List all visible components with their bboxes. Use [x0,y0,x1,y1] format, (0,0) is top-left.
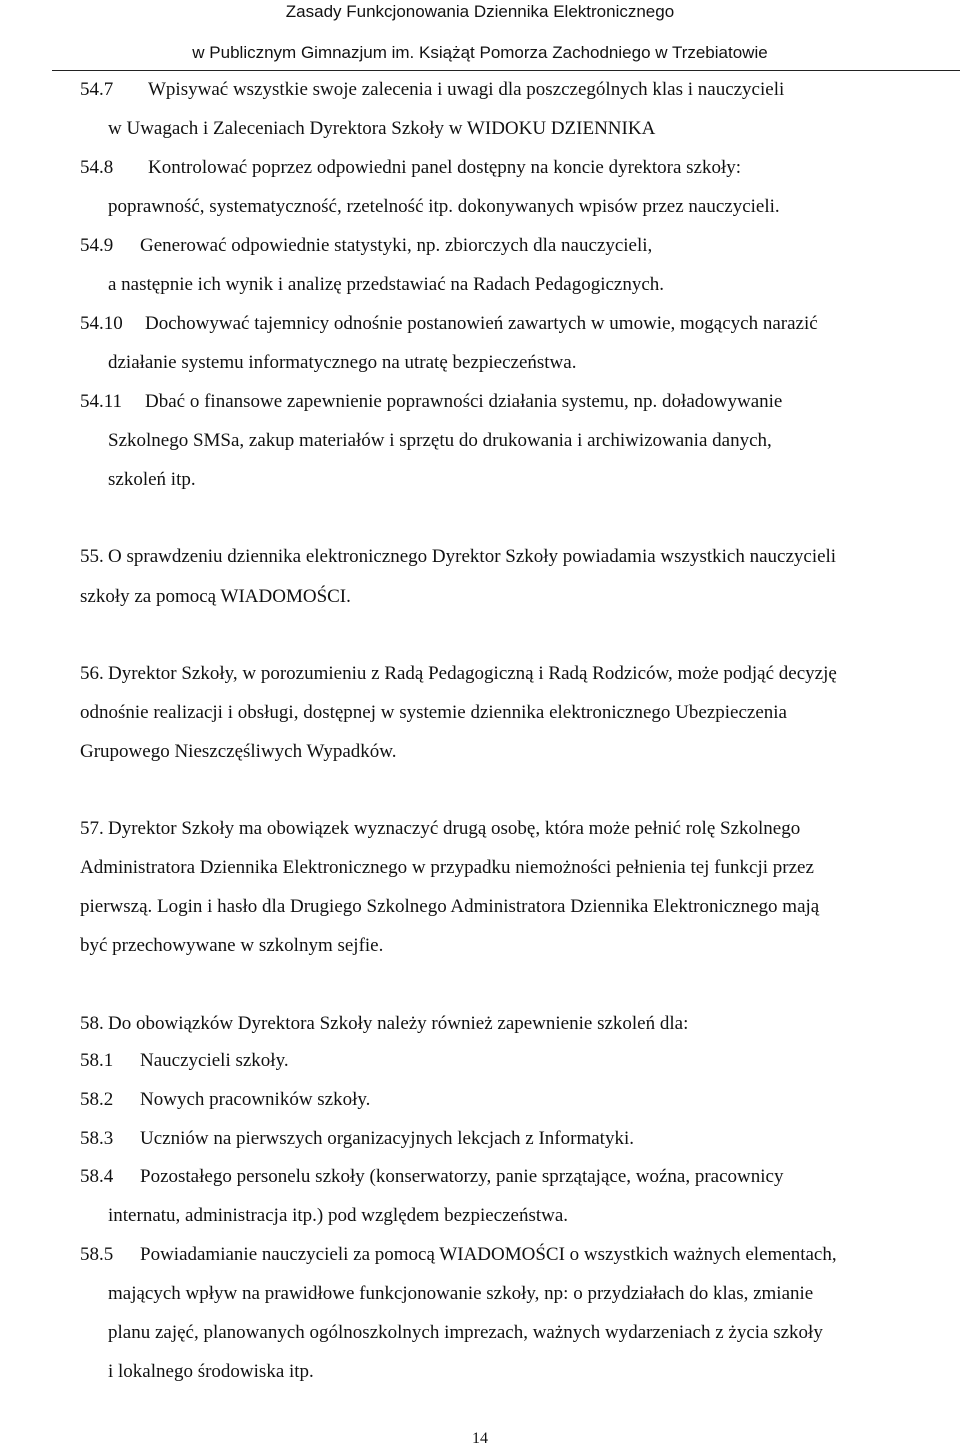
item-57-text-cont: Administratora Dziennika Elektronicznego w przypadku niemożności pełnienia tej funkcji przez [80,857,814,878]
item-56-text-cont: odnośnie realizacji i obsługi, dostępnej w systemie dziennika elektronicznego Ubezpieczenia [80,702,787,723]
item-54-11-text-cont2: szkoleń itp. [108,469,196,490]
item-54-8-number: 54.8 [80,157,114,178]
item-54-9-number: 54.9 [80,235,114,256]
item-56-text-cont2: Grupowego Nieszczęśliwych Wypadków. [80,741,397,762]
item-58-5-text-cont: mających wpływ na prawidłowe funkcjonowanie szkoły, np: o przydziałach do klas, zmianie [108,1283,814,1304]
item-54-9-text: Generować odpowiednie statystyki, np. zbiorczych dla nauczycieli, [140,235,653,256]
item-54-10-text: Dochowywać tajemnicy odnośnie postanowień zawartych w umowie, mogących narazić [145,313,818,334]
item-56-number: 56. [80,663,104,684]
item-57-text: Dyrektor Szkoły ma obowiązek wyznaczyć drugą osobę, która może pełnić rolę Szkolnego [108,818,801,839]
item-57-text-cont3: być przechowywane w szkolnym sejfie. [80,935,384,956]
item-58-number: 58. [80,1013,104,1034]
item-58-5-text-cont3: i lokalnego środowiska itp. [108,1361,314,1382]
item-56-text: Dyrektor Szkoły, w porozumieniu z Radą Pedagogiczną i Radą Rodziców, może podjąć decyzję [108,663,837,684]
item-54-11-text: Dbać o finansowe zapewnienie poprawności działania systemu, np. doładowywanie [145,391,783,412]
item-54-9-text-cont: a następnie ich wynik i analizę przedstawiać na Radach Pedagogicznych. [108,274,665,295]
item-58-2-number: 58.2 [80,1089,114,1110]
item-58-text: Do obowiązków Dyrektora Szkoły należy również zapewnienie szkoleń dla: [108,1013,689,1034]
item-57-number: 57. [80,818,104,839]
item-58-5-text-cont2: planu zajęć, planowanych ogólnoszkolnych imprezach, ważnych wydarzeniach z życia szkoły [108,1322,823,1343]
item-58-5-number: 58.5 [80,1244,114,1265]
item-54-8-text-cont: poprawność, systematyczność, rzetelność itp. dokonywanych wpisów przez nauczycieli. [108,196,780,217]
item-58-3-text: Uczniów na pierwszych organizacyjnych lekcjach z Informatyki. [140,1128,634,1149]
item-54-11-text-cont: Szkolnego SMSa, zakup materiałów i sprzętu do drukowania i archiwizowania danych, [108,430,772,451]
item-54-7-text-cont: w Uwagach i Zaleceniach Dyrektora Szkoły w WIDOKU DZIENNIKA [108,118,656,139]
header-rule [52,70,960,71]
item-58-1-text: Nauczycieli szkoły. [140,1050,289,1071]
page-number: 14 [472,1430,488,1447]
document-header-subtitle: w Publicznym Gimnazjum im. Książąt Pomorza Zachodniego w Trzebiatowie [192,43,768,62]
item-58-5-text: Powiadamianie nauczycieli za pomocą WIADOMOŚCI o wszystkich ważnych elementach, [140,1244,837,1265]
item-58-1-number: 58.1 [80,1050,114,1071]
item-57-text-cont2: pierwszą. Login i hasło dla Drugiego Szkolnego Administratora Dziennika Elektronicznego mają [80,896,820,917]
item-54-7-text: Wpisywać wszystkie swoje zalecenia i uwagi dla poszczególnych klas i nauczycieli [148,79,785,100]
item-54-10-number: 54.10 [80,313,123,334]
item-58-2-text: Nowych pracowników szkoły. [140,1089,371,1110]
item-55-text-cont: szkoły za pomocą WIADOMOŚCI. [80,586,351,607]
item-58-4-text-cont: internatu, administracja itp.) pod względem bezpieczeństwa. [108,1205,569,1226]
item-54-8-text: Kontrolować poprzez odpowiedni panel dostępny na koncie dyrektora szkoły: [148,157,742,178]
item-58-4-number: 58.4 [80,1166,114,1187]
item-55-text: O sprawdzeniu dziennika elektronicznego Dyrektor Szkoły powiadamia wszystkich nauczycieli [108,546,837,567]
document-header-title: Zasady Funkcjonowania Dziennika Elektronicznego [285,2,675,21]
item-54-10-text-cont: działanie systemu informatycznego na utratę bezpieczeństwa. [108,352,577,373]
item-58-4-text: Pozostałego personelu szkoły (konserwatorzy, panie sprzątające, woźna, pracownicy [140,1166,784,1187]
item-54-7-number: 54.7 [80,79,114,100]
item-54-11-number: 54.11 [80,391,123,412]
item-55-number: 55. [80,546,104,567]
item-58-3-number: 58.3 [80,1128,114,1149]
